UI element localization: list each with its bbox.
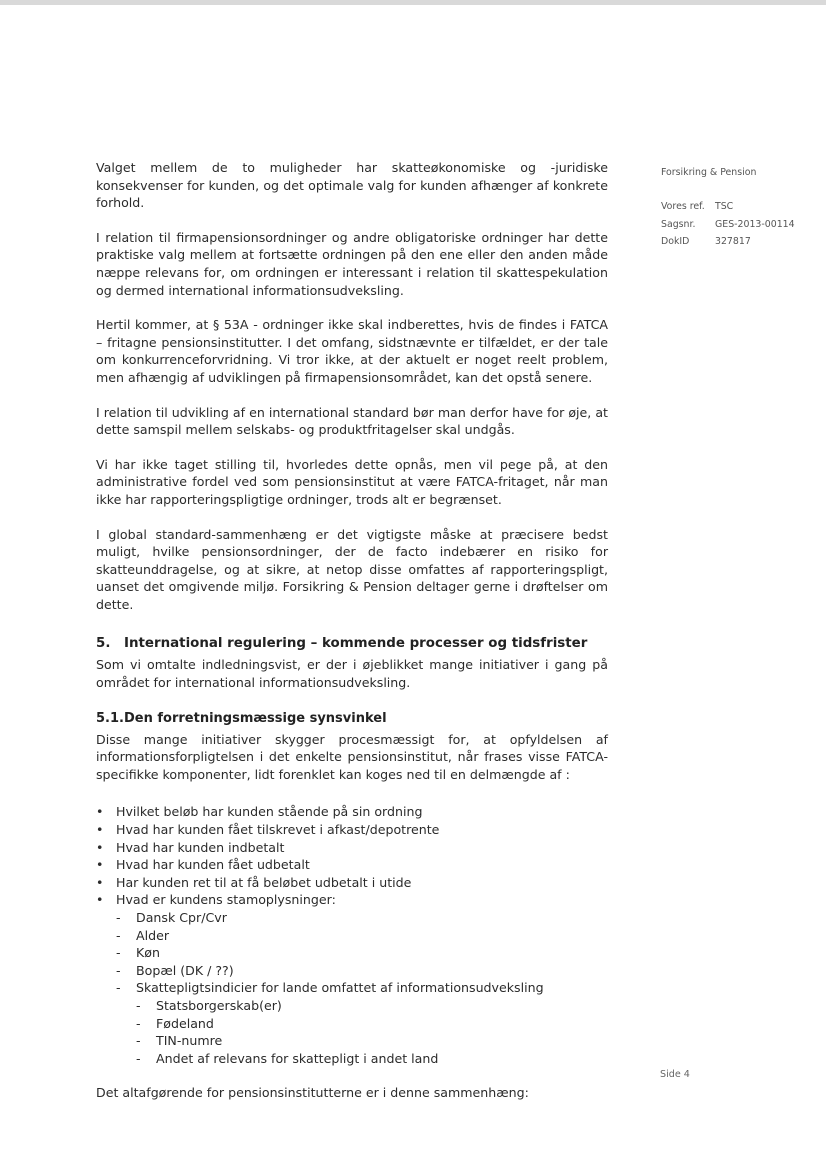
sub-list-item xyxy=(116,927,608,945)
list-item xyxy=(96,821,608,839)
section-number: 5. xyxy=(96,636,111,652)
paragraph: I global standard-sammenhæng er det vigtigste måske at præcisere bedst muligt, hvilke pensionsordninger, der de facto indebærer en risiko for skatteunddragelse, og at sikre, at netop disse omfattes af rapporteringspligt, uanset det omgivende miljø. Forsikring & Pension deltager gerne i drøftelser om dette. xyxy=(96,526,608,612)
paragraph: Som vi omtalte indledningsvist, er der i øjeblikket mange initiativer i gang på området for international informationsudveksling. xyxy=(96,657,608,691)
dash-icon: - xyxy=(136,1050,141,1066)
list-item-text: Hvad er kundens stamoplysninger: xyxy=(116,892,336,908)
section-heading xyxy=(96,635,608,653)
paragraph: Disse mange initiativer skygger procesmæssigt for, at opfyldelsen af informationsforpligtelsen i det enkelte pensionsinstitut, når frases visse FATCA-specifikke komponenter, lidt forenklet kan koges ned til en delmængde af : xyxy=(96,731,608,782)
reference-sidebar xyxy=(661,164,811,251)
reference-table xyxy=(661,198,795,251)
reference-row xyxy=(661,198,795,216)
bullet-icon: • xyxy=(96,874,104,890)
sub-sub-list-item-text: Statsborgerskab(er) xyxy=(156,997,282,1013)
dash-icon: - xyxy=(116,927,121,943)
reference-label: Sagsnr. xyxy=(661,218,696,230)
sub-list-item-text: Bopæl (DK / ??) xyxy=(136,962,234,978)
list-item xyxy=(96,874,608,892)
list-item xyxy=(96,803,608,821)
bullet-icon: • xyxy=(96,804,104,820)
bullet-icon: • xyxy=(96,857,104,873)
list-item xyxy=(96,856,608,874)
closing-paragraph: Det altafgørende for pensionsinstitutterne er i denne sammenhæng: xyxy=(96,1085,529,1101)
list-item-text: Hvad har kunden fået udbetalt xyxy=(116,857,310,873)
sub-list-item-text: Skattepligtsindicier for lande omfattet af informationsudveksling xyxy=(136,980,544,996)
subsection-number: 5.1. xyxy=(96,710,124,726)
sub-list xyxy=(116,909,608,1067)
sub-sub-list-item-text: Andet af relevans for skattepligt i andet land xyxy=(156,1050,439,1066)
dash-icon: - xyxy=(116,980,121,996)
dash-icon: - xyxy=(136,997,141,1013)
sub-list-item-text: Dansk Cpr/Cvr xyxy=(136,910,227,925)
sub-sub-list-item xyxy=(136,1050,608,1068)
dash-icon: - xyxy=(116,945,121,961)
reference-row xyxy=(661,233,795,251)
reference-value: 327817 xyxy=(715,236,751,247)
sub-sub-list-item xyxy=(136,997,608,1015)
sub-list-item-text: Alder xyxy=(136,927,170,943)
paragraph: I relation til firmapensionsordninger og andre obligatoriske ordninger har dette praktiske valg mellem at fortsætte ordningen på den ene eller den anden måde næppe relevans for, om ordningen er interessant i relation til skattespekulation og dermed international informationsudveksling. xyxy=(96,229,608,298)
paragraph: Vi har ikke taget stilling til, hvorledes dette opnås, men vil pege på, at den administrative fordel ved som pensionsinstitut at være FATCA-fritaget, når man ikke har rapporteringspligtige ordninger, trods alt er begrænset. xyxy=(96,456,608,507)
reference-label: Vores ref. xyxy=(661,201,705,212)
list-item xyxy=(96,891,608,1067)
reference-row xyxy=(661,216,795,234)
sub-list-item-text: Køn xyxy=(136,945,160,961)
subsection-title: Den forretningsmæssige synsvinkel xyxy=(124,710,387,726)
paragraph: Hertil kommer, at § 53A - ordninger ikke skal indberettes, hvis de findes i FATCA – fritagne pensionsinstitutter. I det omfang, sidstnævnte er tilfældet, er der tale om konkurrenceforvridning. Vi tror ikke, at der aktuelt er noget reelt problem, men afhængig af udviklingen på firmapensionsområdet, kan det opstå senere. xyxy=(96,317,608,385)
paragraph: I relation til udvikling af en international standard bør man derfor have for øje, at dette samspil mellem selskabs- og produktfritagelser skal undgås. xyxy=(96,404,608,438)
document-body xyxy=(96,159,608,1119)
sub-sub-list-item-text: TIN-numre xyxy=(156,1033,223,1049)
bullet-list xyxy=(96,803,608,1067)
reference-value: TSC xyxy=(715,201,734,212)
bullet-icon: • xyxy=(96,892,104,908)
bullet-icon: • xyxy=(96,839,104,855)
sub-list-item xyxy=(116,979,608,1067)
reference-value: GES-2013-00114 xyxy=(715,218,795,230)
bullet-icon: • xyxy=(96,822,104,838)
sub-list-item xyxy=(116,909,608,927)
dash-icon: - xyxy=(116,910,121,925)
dash-icon: - xyxy=(116,962,121,978)
list-item xyxy=(96,839,608,857)
list-item-text: Hvilket beløb har kunden stående på sin ordning xyxy=(116,804,423,820)
subsection-heading xyxy=(96,710,608,728)
list-item-text: Har kunden ret til at få beløbet udbetalt i utide xyxy=(116,874,412,890)
list-item-text: Hvad har kunden fået tilskrevet i afkast/depotrente xyxy=(116,822,440,838)
top-rule xyxy=(0,0,826,5)
page-number: Side 4 xyxy=(660,1069,690,1080)
sub-list-item xyxy=(116,962,608,980)
reference-label: DokID xyxy=(661,236,690,247)
sub-sub-list xyxy=(136,997,608,1067)
list-item-text: Hvad har kunden indbetalt xyxy=(116,839,285,855)
paragraph: Valget mellem de to muligheder har skatteøkonomiske og -juridiske konsekvenser for kunden, og det optimale valg for kunden afhænger af konkrete forhold. xyxy=(96,160,608,211)
dash-icon: - xyxy=(136,1015,141,1031)
sub-sub-list-item xyxy=(136,1032,608,1050)
sub-sub-list-item xyxy=(136,1015,608,1033)
sub-list-item xyxy=(116,944,608,962)
sub-sub-list-item-text: Fødeland xyxy=(156,1015,214,1031)
organization-name: Forsikring & Pension xyxy=(661,167,757,178)
dash-icon: - xyxy=(136,1033,141,1049)
section-title: International regulering – kommende processer og tidsfrister xyxy=(124,636,588,652)
